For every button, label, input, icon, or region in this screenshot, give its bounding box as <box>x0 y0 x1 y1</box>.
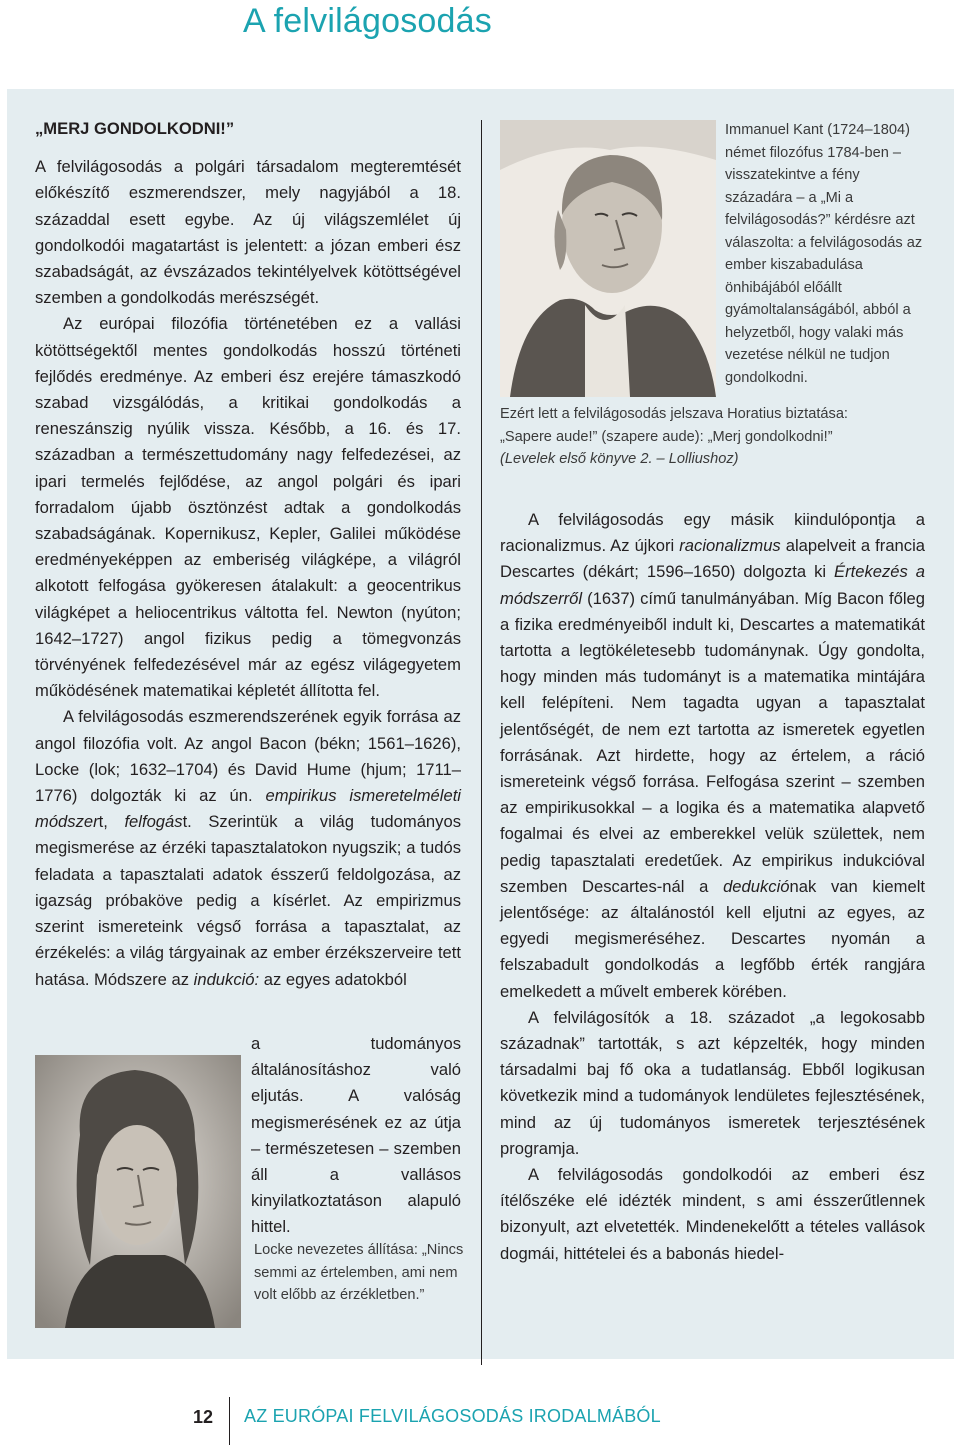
locke-portrait <box>35 1055 241 1328</box>
sidebox-paragraph-2: Az európai filozófia történetében ez a vallási kötöttségektől mentes gondolkodás hosszú történeti fejlődés eredménye. Az emberi ész erejére támaszkodó szabad vizsgálódás, a kritikai gondolkodás a reneszánszig nyúlik vissza. Később, a 16. és 17. században a természettudomány nagy felfedezései, az ipari termelés fejlődése, az angol polgári és ipari forradalom újabb ösztönzést adtak a gondolkodás szabadságának. Kopernikusz, Kepler, Galilei működése eredményeképpen az emberiség világképe, a világról alkotott felfogása gyökeresen átalakult: a geocentrikus világképet a heliocentrikus váltotta fel. Newton (nyúton; 1642–1727) angol fizikus pedig a tömegvonzás törvényének felfedezésével már az egész világegyetem működésének matematikai képletét állította fel. <box>35 314 461 701</box>
column-divider <box>481 120 482 1365</box>
page-title: A felvilágosodás <box>243 2 492 40</box>
main-text <box>500 507 925 1267</box>
text-run: alapelveit a francia Descartes (dékárt; 1596–1650) dolgozta ki <box>500 536 925 582</box>
text-run: dedukció <box>723 876 790 896</box>
quote-line: Ezért lett a felvilágosodás jelszava Horatius biztatása: <box>500 406 848 422</box>
text-run: racionalizmus <box>679 536 781 556</box>
text-run: felfogás <box>124 812 183 832</box>
text-run: indukció: <box>193 969 260 989</box>
text-run: Értekezés a módszerről <box>500 562 925 608</box>
main-paragraph-2: A felvilágosítók a 18. századot „a legokosabb századnak” tartották, s azt képzelték, hogy minden társadalmi baj fő oka a tudatlanság. Ebből logikusan következik mind a tudományok lendületes fejlesztésének, mind az új tudományos ismeretek terjesztésének programja. <box>500 1007 925 1158</box>
main-paragraph-1 <box>500 507 925 1005</box>
kant-quote <box>500 403 930 471</box>
text-run: az egyes adatokból <box>259 969 407 989</box>
text-run: (1637) című tanulmányában. Míg Bacon főleg a fizika eredményeiből indult ki, Descartes a matematikát tartotta a legtökéletesebb tudománynak. Úgy gondolta, hogy minden más tudományt is a matematika mintájára kell felépíteni. Nem tagadta ugyan a tapasztalat jelentőségét, de nem ezt tartotta az ismeretek egyetlen forrásának. Azt hirdette, hogy az értelem, a ráció ismereteink végső forrása. Felfogása szerint – szemben az empirikusokkal – a logika és a matematika alapvető fogalmai és elvei az emberekkel velük születtek, nem pedig tapasztalati eredetűek. Az empirikus indukcióval szemben Descartes-nál a <box>500 588 925 896</box>
sidebox-paragraph-1: A felvilágosodás a polgári társadalom megteremtését előkészítő eszmerendszer, mely nagyjából a 18. századdal esett egybe. Az új világszemlélet új gondolkodói magatartást is jelentett: a józan emberi ész szabadságát, az évszázados tekintélyelvek kötöttségével szemben a gondolkodás merészségét. <box>35 157 461 308</box>
text-run: t, <box>98 812 125 832</box>
text-run: A felvilágosodás egy másik kiindulópontja a racionalizmus. Az újkori <box>500 510 925 556</box>
text-run: empirikus ismeretelméleti módszer <box>35 786 461 832</box>
text-run: A felvilágosodás eszmerendszerének egyik forrása az angol filozófia volt. Az angol Bacon (békn; 1561–1626), Locke (lok; 1632–1704) és David Hume (hjum; 1711–1776) dolgozták ki az ún. <box>35 707 461 806</box>
text-run: t. Szerintük a világ tudományos megismerése az érzéki tapasztalatokon nyugszik; a tudós feladata a tapasztalati adatok ésszerű feldolgozása, az igazság próbaköve pedig a kísérlet. Az empirizmus szerint ismereteink végső forrása a tapasztalat, az érzékelés: a világ tárgyainak az ember érzékszerveire tett hatása. Módszere az <box>35 812 461 989</box>
sidebox-paragraph-3 <box>35 704 461 992</box>
kant-portrait <box>500 120 716 397</box>
quote-line: „Sapere aude!” (szapere aude): „Merj gondolkodni!” <box>500 428 833 445</box>
sidebox-heading: „MERJ GONDOLKODNI!” <box>35 119 235 138</box>
sidebox-text <box>35 116 461 993</box>
page-number: 12 <box>193 1407 214 1427</box>
locke-portrait-drawing <box>35 1055 241 1328</box>
kant-portrait-drawing <box>500 120 716 397</box>
quote-source: (Levelek első könyve 2. – Lolliushoz) <box>500 451 739 467</box>
locke-wrap-text: a tudományos általánosításhoz való eljutás. A valóság megismerésének ez az útja – természetesen – szemben áll a vallásos kinyilatkoztatáson alapuló hittel. <box>251 1034 461 1237</box>
main-paragraph-3: A felvilágosodás gondolkodói az emberi ész ítélőszéke elé idézték mindent, s ami ésszerűtlennek bizonyult, azt elvetették. Mindenekelőtt a tételes vallások dogmái, hittételei és a babonás hiedel- <box>500 1165 925 1263</box>
book-title: AZ EURÓPAI FELVILÁGOSODÁS IRODALMÁBÓL <box>244 1406 661 1426</box>
text-run: nak van kiemelt jelentősége: az általánostól kell eljutni az egyes, az egyedi megismeréséhez. Descartes nyomán a felszabadult gondolkodás a legfőbb érték rangjára emelkedett a művelt emberek körében. <box>500 876 925 1001</box>
footer-divider <box>229 1397 230 1445</box>
kant-caption: Immanuel Kant (1724–1804) német filozófus 1784-ben – visszatekintve a fény századára – a „Mi a felvilágosodás?” kérdésre azt válaszolta: a felvilágosodás az ember kiszabadulása önhibájából előállt gyámoltalanságából, abból a helyzetből, hogy valaki más vezetése nélkül ne tudjon gondolkodni. <box>725 122 923 386</box>
locke-caption: Locke nevezetes állítása: „Nincs semmi az értelemben, ami nem volt előbb az érzékletben.” <box>254 1242 464 1303</box>
